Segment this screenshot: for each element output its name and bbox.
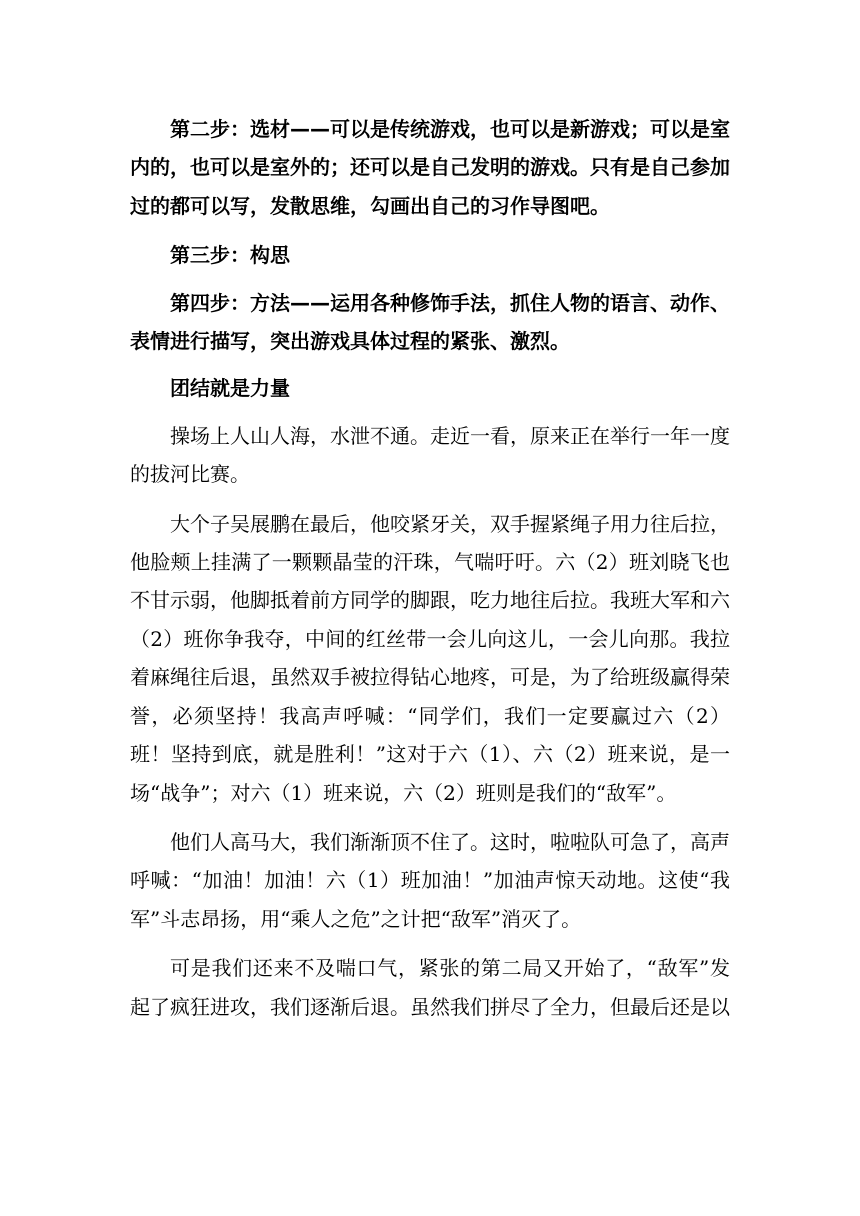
essay-paragraph-1: 操场上人山人海，水泄不通。走近一看，原来正在举行一年一度的拔河比赛。 xyxy=(130,423,730,487)
document-page xyxy=(130,110,730,1026)
step-three-heading: 第三步：构思 xyxy=(170,243,290,268)
essay-title: 团结就是力量 xyxy=(170,376,290,401)
essay-paragraph-2: 大个子吴展鹏在最后，他咬紧牙关，双手握紧绳子用力往后拉，他脸颊上挂满了一颗颗晶莹的汗珠，气喘吁吁。六（2）班刘晓飞也不甘示弱，他脚抵着前方同学的脚跟，吃力地往后拉。我班大军和六（2）班你争我夺，中间的红丝带一会儿向这儿，一会儿向那。我拉着麻绳往后退，虽然双手被拉得钻心地疼，可是，为了给班级赢得荣誉，必须坚持！我高声呼喊：“同学们，我们一定要赢过六（2）班！坚持到底，就是胜利！”这对于六（1）、六（2）班来说，是一场“战争”；对六（1）班来说，六（2）班则是我们的“敌军”。 xyxy=(130,511,730,805)
essay-paragraph-4: 可是我们还来不及喘口气，紧张的第二局又开始了，“敌军”发起了疯狂进攻，我们逐渐后退。虽然我们拼尽了全力，但最后还是以 xyxy=(130,956,730,1019)
step-four-paragraph: 第四步：方法——运用各种修饰手法，抓住人物的语言、动作、表情进行描写，突出游戏具体过程的紧张、激烈。 xyxy=(130,290,730,354)
essay-paragraph-3: 他们人高马大，我们渐渐顶不住了。这时，啦啦队可急了，高声呼喊：“加油！加油！六（1）班加油！”加油声惊天动地。这使“我军”斗志昂扬，用“乘人之危”之计把“敌军”消灭了。 xyxy=(130,829,730,931)
step-two-paragraph: 第二步：选材——可以是传统游戏，也可以是新游戏；可以是室内的，也可以是室外的；还可以是自己发明的游戏。只有是自己参加过的都可以写，发散思维，勾画出自己的习作导图吧。 xyxy=(130,117,730,218)
